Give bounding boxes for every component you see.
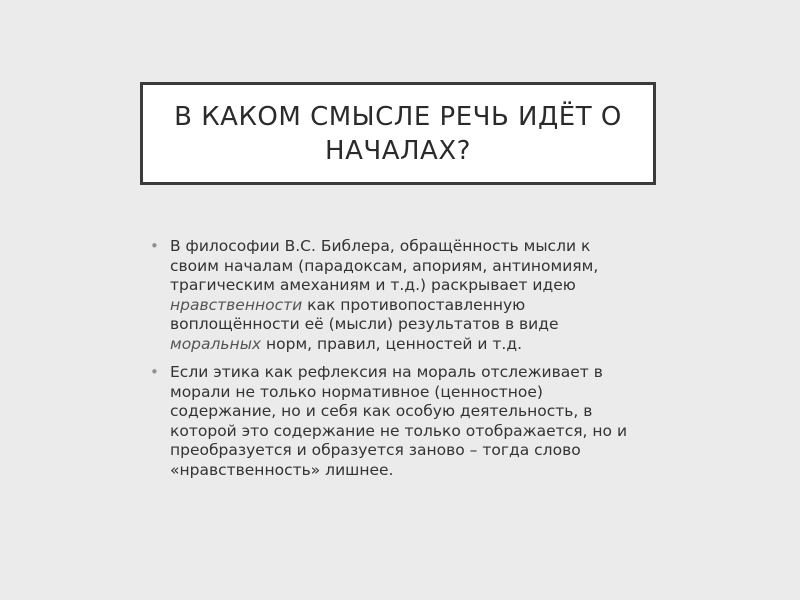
bullet-marker: • bbox=[150, 363, 159, 381]
emphasis-nravstvennosti: нравственности bbox=[170, 295, 303, 314]
bullet-text-part: норм, правил, ценностей и т.д. bbox=[261, 334, 523, 353]
bullet-list bbox=[150, 237, 640, 480]
bullet-text-part: В философии В.С. Библера, обращённость мысли к своим началам (парадоксам, апориям, антиномиям, трагическим амеханиям и т.д.) раскрывает идею bbox=[170, 237, 599, 294]
emphasis-moralnyh: моральных bbox=[170, 334, 262, 353]
slide-title: В КАКОМ СМЫСЛЕ РЕЧЬ ИДЁТ О НАЧАЛАХ? bbox=[174, 101, 622, 166]
bullet-item-1 bbox=[150, 237, 640, 354]
bullet-text-part: как противопоставленную воплощённости её (мысли) результатов в виде bbox=[170, 295, 559, 333]
bullet-text: Если этика как рефлексия на мораль отслеживает в морали не только нормативное (ценностное) содержание, но и себя как особую деятельность, в которой это содержание не только отображается, но и преобразуется и образуется заново – тогда слово «нравственность» лишнее. bbox=[170, 363, 628, 479]
bullet-item-2 bbox=[150, 363, 640, 480]
bullet-marker: • bbox=[150, 237, 159, 255]
title-box bbox=[140, 82, 656, 185]
